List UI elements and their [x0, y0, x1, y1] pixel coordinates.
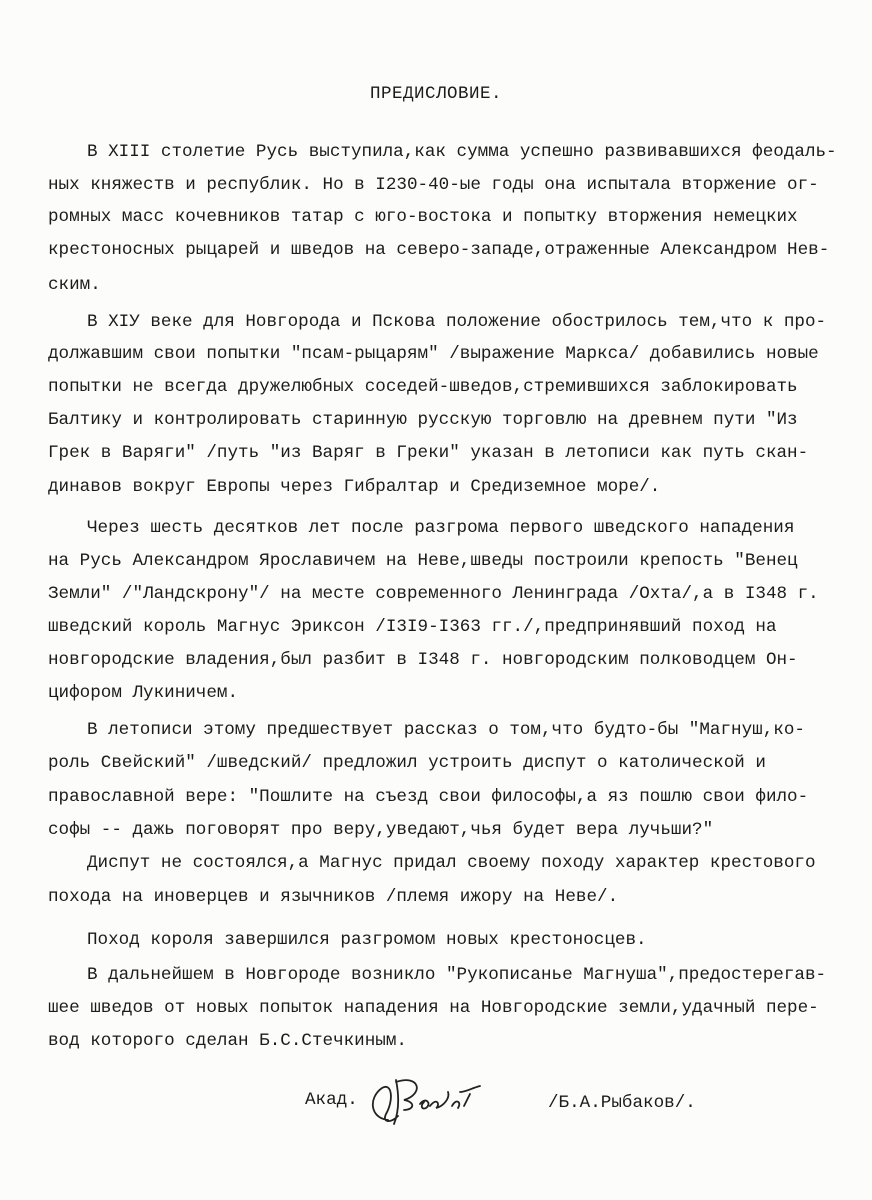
document-title: ПРЕДИСЛОВИЕ.: [369, 84, 503, 104]
handwritten-signature: [360, 1070, 510, 1130]
paragraph-line: должавшим свои попытки "псам-рыцарям" /выражение Маркса/ добавились новые: [48, 344, 819, 364]
paragraph-line: шведский король Магнус Эриксон /I3I9-I363 гг./,предпринявший поход на: [48, 617, 777, 637]
paragraph-first-line: В XIУ веке для Новгорода и Пскова положение обострилось тем,что к про-: [87, 312, 827, 332]
paragraph-first-line: Диспут не состоялся,а Магнус придал своему походу характер крестового: [87, 853, 816, 873]
paragraph-first-line: Через шесть десятков лет после разгрома первого шведского нападения: [87, 518, 795, 538]
paragraph-line: похода на иноверцев и язычников /племя ижору на Неве/.: [48, 887, 619, 907]
paragraph-line: шее шведов от новых попыток нападения на Новгородские земли,удачный пере-: [48, 998, 819, 1018]
signatory-name: /Б.А.Рыбаков/.: [548, 1093, 696, 1113]
paragraph-line: на Русь Александром Ярославичем на Неве,шведы построили крепость "Венец: [48, 551, 798, 571]
paragraph-line: Земли" /"Ландскрону"/ на месте современного Ленинграда /Охта/,а в I348 г.: [48, 584, 819, 604]
paragraph-first-line: В XIII столетие Русь выступила,как сумма успешно развивавшихся феодаль-: [87, 142, 837, 162]
paragraph-line: ским.: [48, 275, 101, 295]
paragraph-line: попытки не всегда дружелюбных соседей-шведов,стремившихся заблокировать: [48, 377, 798, 397]
paragraph-line: ромных масс кочевников татар с юго-востока и попытку вторжения немецких: [48, 207, 798, 227]
paragraph-first-line: В дальнейшем в Новгороде возникло "Рукописанье Магнуша",предостерегав-: [87, 965, 827, 985]
paragraph-first-line: В летописи этому предшествует рассказ о том,что будто-бы "Магнуш,ко-: [87, 720, 805, 740]
paragraph-line: софы -- дажь поговорят про веру,уведают,чья будет вера лучьши?": [48, 820, 714, 840]
paragraph-line: Грек в Варяги" /путь "из Варяг в Греки" указан в летописи как путь скан-: [48, 443, 809, 463]
paragraph-line: цифором Лукиничем.: [48, 683, 239, 703]
paragraph-line: динавов вокруг Европы через Гибралтар и Средиземное море/.: [48, 477, 661, 497]
paragraph-line: роль Свейский" /шведский/ предложил устроить диспут о католической и: [48, 753, 766, 773]
paragraph-line: Балтику и контролировать старинную русскую торговлю на древнем пути "Из: [48, 410, 798, 430]
paragraph-line: вод которого сделан Б.С.Стечкиным.: [48, 1031, 407, 1051]
paragraph-line: ных княжеств и республик. Но в I230-40-ые годы она испытала вторжение ог-: [48, 175, 819, 195]
paragraph-line: новгородские владения,был разбит в I348 г. новгородским полководцем Он-: [48, 650, 798, 670]
signature-prefix: Акад.: [305, 1090, 358, 1110]
paragraph-line: крестоносных рыцарей и шведов на северо-западе,отраженные Александром Нев-: [48, 240, 830, 260]
paragraph-first-line: Поход короля завершился разгромом новых крестоносцев.: [87, 930, 647, 950]
paragraph-line: православной вере: "Пошлите на съезд свои философы,а яз пошлю свои фило-: [48, 787, 809, 807]
